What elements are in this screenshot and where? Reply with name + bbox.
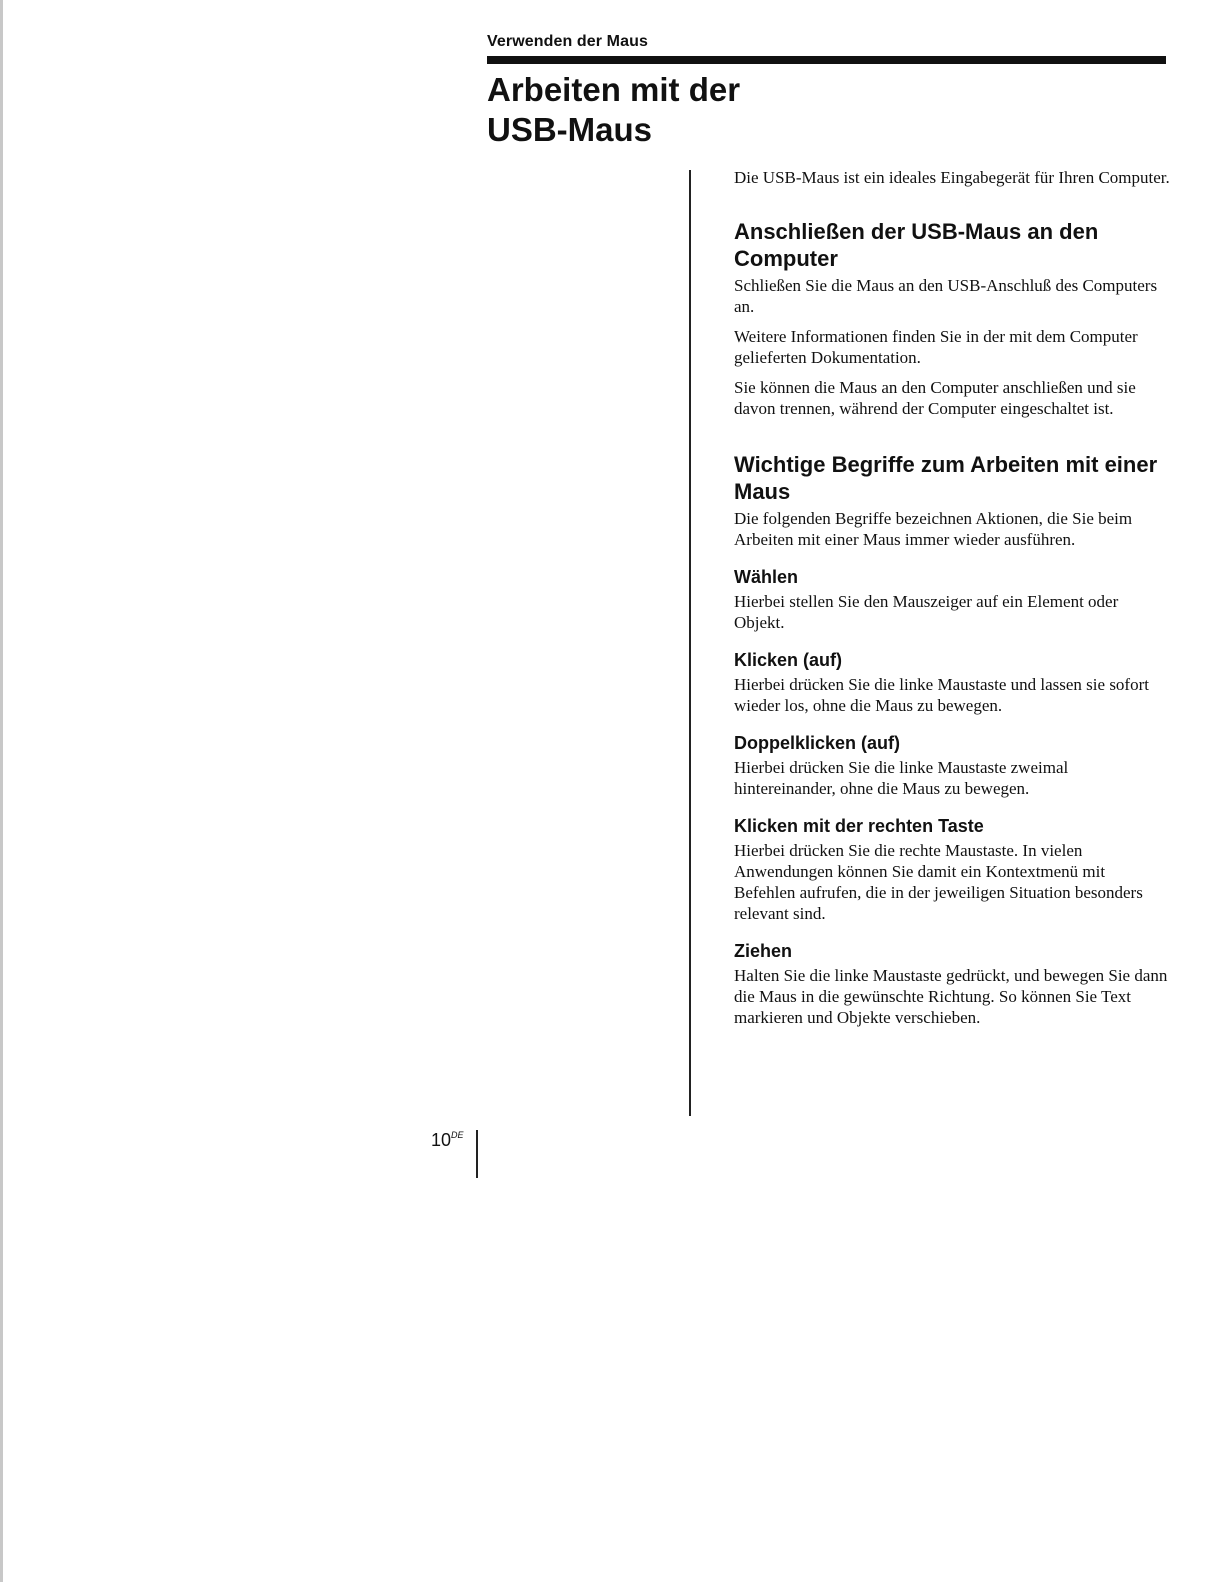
term-text: Hierbei drücken Sie die linke Maustaste zweimal hintereinander, ohne die Maus zu bewegen. — [734, 758, 1069, 798]
connect-heading: Anschließen der USB-Maus an den Computer — [734, 219, 1099, 271]
page-number-value: 10 — [431, 1130, 452, 1150]
footer-rule — [476, 1130, 478, 1178]
scan-edge — [0, 0, 3, 1582]
term-title: Klicken mit der rechten Taste — [734, 816, 984, 836]
header-rule — [487, 56, 1166, 64]
page-title — [487, 70, 1007, 150]
connect-paragraph-1: Schließen Sie die Maus an den USB-Anschluß des Computers an. — [734, 276, 1158, 316]
term-text: Hierbei stellen Sie den Mauszeiger auf ein Element oder Objekt. — [734, 592, 1119, 632]
page-title-line1: Arbeiten mit der — [487, 71, 741, 108]
connect-paragraph-3: Sie können die Maus an den Computer anschließen und sie davon trennen, während der Computer eingeschaltet ist. — [734, 378, 1136, 418]
page-number-suffix: DE — [451, 1130, 464, 1140]
terms-section — [734, 451, 1170, 1028]
section-label: Verwenden der Maus — [487, 33, 648, 50]
term-klicken — [734, 649, 1170, 716]
term-text: Halten Sie die linke Maustaste gedrückt, und bewegen Sie dann die Maus in die gewünschte Richtung. So können Sie Text markieren und Objekte verschieben. — [734, 966, 1168, 1027]
content-column — [734, 167, 1170, 1028]
connect-paragraph-2: Weitere Informationen finden Sie in der mit dem Computer gelieferten Dokumentation. — [734, 327, 1138, 367]
term-waehlen — [734, 566, 1170, 633]
column-rule — [689, 170, 691, 1116]
page-number — [431, 1130, 464, 1151]
term-title: Ziehen — [734, 941, 793, 961]
terms-heading: Wichtige Begriffe zum Arbeiten mit einer Maus — [734, 452, 1158, 504]
term-title: Doppelklicken (auf) — [734, 733, 901, 753]
page-title-line2: USB-Maus — [487, 111, 653, 148]
terms-intro: Die folgenden Begriffe bezeichnen Aktionen, die Sie beim Arbeiten mit einer Maus immer wieder ausführen. — [734, 509, 1133, 549]
term-title: Wählen — [734, 567, 799, 587]
intro-paragraph: Die USB-Maus ist ein ideales Eingabegerät für Ihren Computer. — [734, 168, 1170, 187]
term-text: Hierbei drücken Sie die rechte Maustaste. In vielen Anwendungen können Sie damit ein Kontextmenü mit Befehlen aufrufen, die in der jeweiligen Situation besonders relevant sind. — [734, 841, 1143, 923]
term-rechtsklick — [734, 815, 1170, 924]
term-ziehen — [734, 940, 1170, 1028]
term-title: Klicken (auf) — [734, 650, 843, 670]
connect-section — [734, 218, 1170, 419]
term-doppelklicken — [734, 732, 1170, 799]
term-text: Hierbei drücken Sie die linke Maustaste und lassen sie sofort wieder los, ohne die Maus zu bewegen. — [734, 675, 1149, 715]
